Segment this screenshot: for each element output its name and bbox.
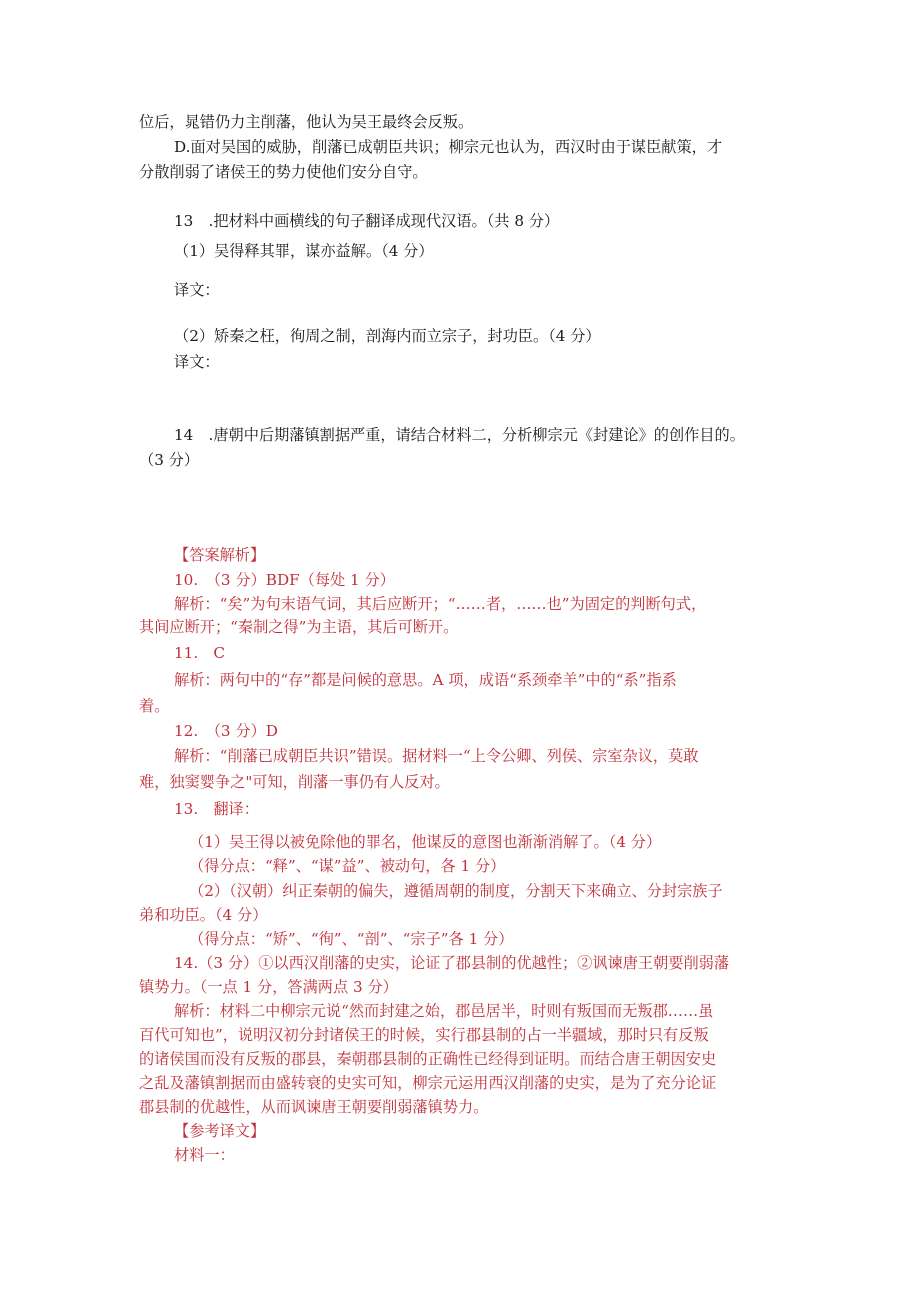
answer-10-explanation: 解析：“矣”为句末语气词，其后应断开；“……者，……也”为固定的判断句式， [174,595,707,613]
answer-14-explanation-3: 的诸侯国而没有反叛的郡县，秦朝郡县制的正确性已经得到证明。而结合唐王朝因安史 [139,1050,717,1068]
answer-10-explanation-cont: 其间应断开；“秦制之得”为主语，其后可断开。 [139,618,459,636]
question-14-title: 14 .唐朝中后期藩镇割据严重，请结合材料二，分析柳宗元《封建论》的创作目的。 [174,426,745,444]
answer-10: 10. （3 分）BDF（每处 1 分） [174,571,395,589]
answer-13-part-1: （1）吴王得以被免除他的罪名，他谋反的意图也渐渐消解了。（4 分） [189,833,662,851]
option-d-continuation: 分散削弱了诸侯王的势力使他们安分自守。 [139,163,428,181]
answer-14-explanation-2: 百代可知也”，说明汉初分封诸侯王的时候，实行郡县制的占一半疆域，那时只有反叛 [139,1026,709,1044]
answer-11-explanation-cont: 着。 [139,697,170,715]
answer-13: 13. 翻译： [174,800,259,818]
answer-13-part-2-cont: 弟和功臣。（4 分） [139,906,268,924]
answer-14-explanation-5: 郡县制的优越性，从而讽谏唐王朝要削弱藩镇势力。 [139,1098,489,1116]
answer-13-part-2: （2）（汉朝）纠正秦朝的偏失，遵循周朝的制度，分割天下来确立、分封宗族子 [189,882,723,900]
answer-14: 14.（3 分）①以西汉削藩的史实，论证了郡县制的优越性；②讽谏唐王朝要削弱藩 [174,954,730,972]
answer-11-explanation: 解析：两句中的“存”都是问候的意思。A 项，成语“系颈牵羊”中的“系”指系 [174,671,677,689]
answer-header: 【答案解析】 [174,546,266,564]
answer-14-cont: 镇势力。（一点 1 分，答满两点 3 分） [139,978,398,996]
translation-label-2: 译文： [174,353,220,371]
question-text-line: 位后，晁错仍力主削藩，他认为吴王最终会反叛。 [139,113,474,131]
question-13-title: 13 .把材料中画横线的句子翻译成现代汉语。（共 8 分） [174,212,560,230]
answer-12: 12. （3 分）D [174,722,278,740]
material-one-label: 材料一： [174,1146,235,1164]
question-13-part-1: （1）吴得释其罪，谋亦益解。（4 分） [174,242,434,260]
answer-12-explanation: 解析：“削藩已成朝臣共识”错误。据材料一“上令公卿、列侯、宗室杂议，莫敢 [174,747,699,765]
translation-label-1: 译文： [174,281,220,299]
answer-14-explanation-1: 解析：材料二中柳宗元说“然而封建之始，郡邑居半，时则有叛国而无叛郡……虽 [174,1002,714,1020]
question-13-part-2: （2）矫秦之枉，徇周之制，剖海内而立宗子，封功臣。（4 分） [174,327,601,345]
answer-11: 11. C [174,644,225,662]
answer-13-part-1-points: （得分点：“释”、“谋”益”、被动句，各 1 分） [189,857,506,875]
reference-translation-header: 【参考译文】 [174,1122,266,1140]
answer-14-explanation-4: 之乱及藩镇割据而由盛转衰的史实可知，柳宗元运用西汉削藩的史实，是为了充分论证 [139,1074,717,1092]
option-d-line: D.面对吴国的威胁，削藩已成朝臣共识；柳宗元也认为，西汉时由于谋臣献策，才 [174,138,723,156]
question-14-score: （3 分） [139,451,200,469]
answer-13-part-2-points: （得分点：“矫”、“徇”、“剖”、“宗子”各 1 分） [189,930,514,948]
answer-12-explanation-cont: 难，独窦婴争之"可知，削藩一事仍有人反对。 [139,773,450,791]
